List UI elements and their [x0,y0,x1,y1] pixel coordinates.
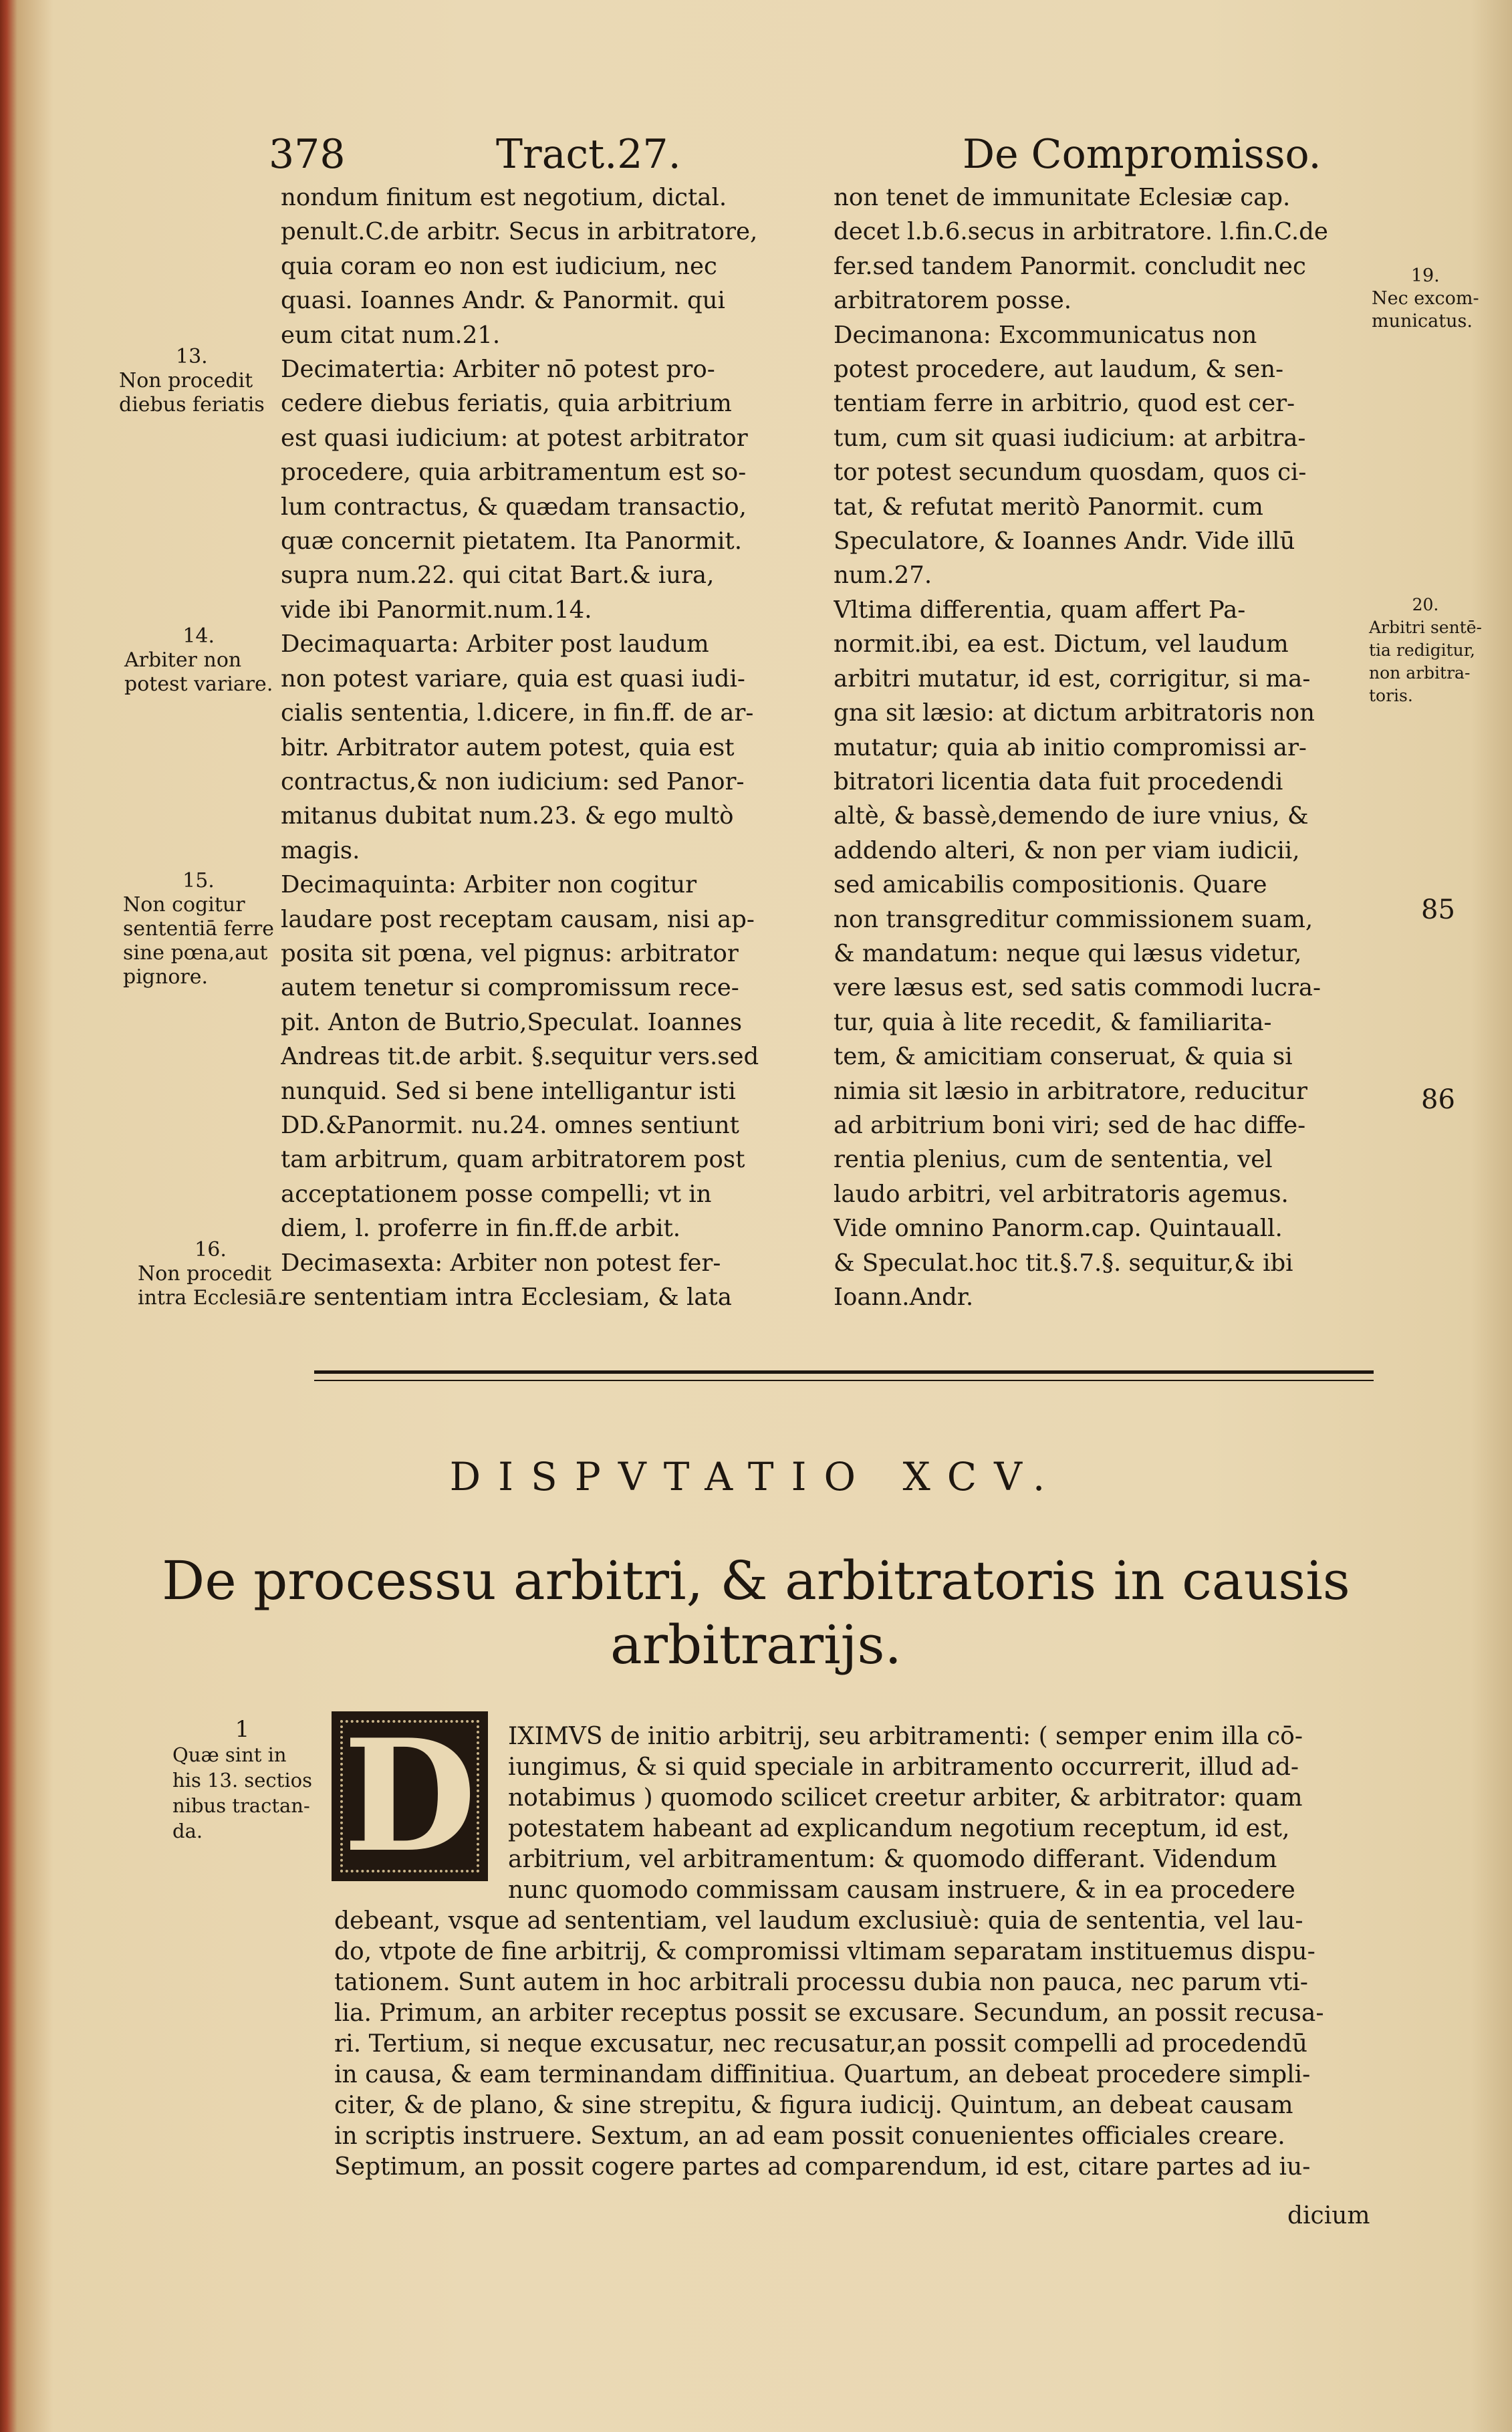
text-line: non tenet de immunitate Eclesiæ cap. [834,184,1291,211]
text-line: quasi. Ioannes Andr. & Panormit. qui [281,287,725,315]
margin-note-number: 1 [235,1716,250,1743]
text-line: normit.ibi, ea est. Dictum, vel laudum [834,630,1289,658]
body-line: do, vtpote de fine arbitrij, & compromissi vltimam separatam instituemus dispu- [334,1938,1315,1965]
text-line: Decimanona: Excommunicatus non [834,321,1257,349]
separator-rule-bottom [314,1380,1374,1381]
text-line: DD.&Panormit. nu.24. omnes sentiunt [281,1111,739,1139]
margin-note-line: Quæ sint in [172,1743,287,1766]
text-line: Ioann.Andr. [834,1284,974,1311]
body-line: arbitrium, vel arbitramentum: & quomodo differant. Videndum [508,1846,1277,1873]
margin-note-16 [138,1238,283,1310]
text-line: cialis sententia, l.dicere, in fin.ff. de ar- [281,699,754,727]
text-line: non transgreditur commissionem suam, [834,905,1313,933]
text-line: mutatur; quia ab initio compromissi ar- [834,733,1307,761]
margin-note-14 [124,624,273,697]
text-line: sed amicabilis compositionis. Quare [834,871,1267,899]
text-line: quia coram eo non est iudicium, nec [281,252,717,280]
margin-note-line: Arbitri sentē- [1369,618,1482,637]
margin-note-15 [123,869,274,989]
text-line: acceptationem posse compelli; vt in [281,1180,712,1208]
text-line: & mandatum: neque qui læsus videtur, [834,939,1302,967]
margin-note-line: nibus tractan- [172,1794,310,1817]
body-text-indented [508,1721,1389,1906]
running-head-tract: Tract.27. [496,131,681,178]
text-line: posita sit pœna, vel pignus: arbitrator [281,939,739,967]
text-line: Vide omnino Panorm.cap. Quintauall. [834,1215,1283,1243]
text-line: potest procedere, aut laudum, & sen- [834,356,1284,384]
text-line: nimia sit læsio in arbitratore, reducitur [834,1077,1307,1105]
body-line: ri. Tertium, si neque excusatur, nec recusatur,an possit compelli ad procedendū [334,2030,1307,2058]
body-line: Septimum, an possit cogere partes ad comparendum, id est, citare partes ad iu- [334,2153,1311,2181]
margin-note-line: his 13. sectios [172,1769,312,1792]
margin-note-line: municatus. [1372,311,1473,332]
margin-note-number: 14. [182,624,215,648]
text-line: autem tenetur si compromissum rece- [281,974,739,1002]
body-line: iungimus, & si quid speciale in arbitramento occurrerit, illud ad- [508,1753,1299,1781]
margin-note-line: non arbitra- [1369,663,1471,683]
margin-note-number: 13. [176,345,208,368]
body-line: tationem. Sunt autem in hoc arbitrali processu dubia non pauca, nec parum vti- [334,1969,1308,1996]
text-line: procedere, quia arbitramentum est so- [281,459,747,487]
margin-note-line: Arbiter non [124,648,242,672]
text-line: vide ibi Panormit.num.14. [281,596,592,624]
text-line: laudo arbitri, vel arbitratoris agemus. [834,1180,1289,1208]
body-line: debeant, vsque ad sententiam, vel laudum exclusiuè: quia de sententia, vel lau- [334,1907,1303,1935]
text-line: tem, & amicitiam conseruat, & quia si [834,1043,1293,1071]
margin-note-line: pignore. [123,965,209,989]
text-line: lum contractus, & quædam transactio, [281,493,747,521]
section-title-line-1: De processu arbitri, & arbitratoris in causis [162,1550,1350,1612]
text-line: pit. Anton de Butrio,Speculat. Ioannes [281,1008,743,1036]
text-line: num.27. [834,562,932,590]
text-line: est quasi iudicium: at potest arbitrator [281,424,748,452]
text-line: bitratori licentia data fuit procedendi [834,767,1283,796]
text-line: tat, & refutat meritò Panormit. cum [834,493,1263,521]
text-line: mitanus dubitat num.23. & ego multò [281,802,734,830]
text-line: magis. [281,836,360,864]
text-line: vere læsus est, sed satis commodi lucra- [834,974,1321,1002]
text-line: arbitri mutatur, id est, corrigitur, si ma- [834,664,1311,693]
text-line: tentiam ferre in arbitrio, quod est cer- [834,390,1295,418]
right-text-column [834,180,1368,1314]
text-line: nunquid. Sed si bene intelligantur isti [281,1077,736,1105]
text-line: decet l.b.6.secus in arbitratore. l.fin.C.de [834,218,1328,246]
body-line: notabimus ) quomodo scilicet creetur arbiter, & arbitrator: quam [508,1784,1303,1812]
body-line: in causa, & eam terminandam diffinitiua. Quartum, an debeat procedere simpli- [334,2061,1311,2088]
text-line: Decimasexta: Arbiter non potest fer- [281,1249,721,1277]
text-line: tur, quia à lite recedit, & familiarita- [834,1008,1272,1036]
text-line: nondum finitum est negotium, dictal. [281,184,727,211]
text-line: quæ concernit pietatem. Ita Panormit. [281,527,742,556]
margin-note-line: intra Ecclesiā. [138,1286,283,1310]
body-text-full [334,1906,1389,2183]
text-line: fer.sed tandem Panormit. concludit nec [834,252,1306,280]
text-line: Vltima differentia, quam affert Pa- [834,596,1246,624]
body-line: IXIMVS de initio arbitrij, seu arbitramenti: ( semper enim illa cō- [508,1723,1303,1750]
edge-mark-86: 86 [1421,1084,1455,1115]
running-head-title: De Compromisso. [963,131,1321,178]
text-line: & Speculat.hoc tit.§.7.§. sequitur,& ibi [834,1249,1293,1277]
margin-note-line: Non cogitur [123,893,245,917]
margin-note-line: potest variare. [124,673,273,696]
margin-note-number: 19. [1410,265,1440,286]
body-line: citer, & de plano, & sine strepitu, & figura iudicij. Quintum, an debeat causam [334,2092,1293,2119]
body-line: lia. Primum, an arbiter receptus possit se excusare. Secundum, an possit recusa- [334,1999,1324,2027]
margin-note-line: da. [172,1820,203,1842]
catchword: dicium [1287,2202,1370,2229]
text-line: tor potest secundum quosdam, quos ci- [834,459,1307,487]
edge-mark-85: 85 [1421,894,1455,925]
margin-note-number: 15. [182,869,215,892]
text-line: Decimaquinta: Arbiter non cogitur [281,871,697,899]
margin-note-number: 20. [1412,595,1439,614]
margin-note-number: 16. [195,1238,227,1261]
text-line: arbitratorem posse. [834,287,1072,315]
text-line: rentia plenius, cum de sententia, vel [834,1146,1273,1174]
text-line: contractus,& non iudicium: sed Panor- [281,767,745,796]
margin-note-13 [119,345,265,417]
margin-note-line: tia redigitur, [1369,640,1475,660]
margin-note-line: Non procedit [119,369,253,392]
margin-note-1 [172,1717,312,1844]
margin-note-20 [1369,594,1482,707]
text-line: gna sit læsio: at dictum arbitratoris non [834,699,1315,727]
text-line: ad arbitrium boni viri; sed de hac diffe- [834,1111,1306,1139]
body-line: nunc quomodo commissam causam instruere, & in ea procedere [508,1876,1295,1904]
text-line: Decimaquarta: Arbiter post laudum [281,630,709,658]
dropcap-letter: D [343,1706,477,1887]
text-line: re sententiam intra Ecclesiam, & lata [281,1284,732,1311]
body-line: potestatem habeant ad explicandum negotium receptum, id est, [508,1815,1290,1842]
text-line: non potest variare, quia est quasi iudi- [281,664,745,693]
margin-note-line: diebus feriatis [119,393,265,416]
text-line: bitr. Arbitrator autem potest, quia est [281,733,735,761]
margin-note-line: sine pœna,aut [123,941,268,965]
text-line: Speculatore, & Ioannes Andr. Vide illū [834,527,1295,556]
text-line: tum, cum sit quasi iudicium: at arbitra- [834,424,1306,452]
text-line: tam arbitrum, quam arbitratorem post [281,1146,745,1174]
left-text-column [281,180,821,1314]
text-line: eum citat num.21. [281,321,501,349]
margin-note-line: sententiā ferre [123,917,274,941]
disputatio-heading: DISPVTATIO XCV. [449,1454,1063,1499]
margin-note-line: Non procedit [138,1262,272,1286]
text-line: Decimatertia: Arbiter nō potest pro- [281,356,715,384]
text-line: altè, & bassè,demendo de iure vnius, & [834,802,1309,830]
margin-note-19 [1372,265,1479,333]
dropcap-ornament [332,1706,488,1887]
text-line: Andreas tit.de arbit. §.sequitur vers.sed [281,1043,759,1071]
margin-note-line: toris. [1369,686,1413,705]
body-line: in scriptis instruere. Sextum, an ad eam possit conuenientes officiales creare. [334,2122,1285,2150]
text-line: penult.C.de arbitr. Secus in arbitratore, [281,218,758,246]
text-line: supra num.22. qui citat Bart.& iura, [281,562,715,590]
page-number: 378 [269,131,346,178]
text-line: addendo alteri, & non per viam iudicii, [834,836,1300,864]
margin-note-line: Nec excom- [1372,288,1479,309]
text-line: laudare post receptam causam, nisi ap- [281,905,755,933]
separator-rule-top [314,1370,1374,1374]
text-line: cedere diebus feriatis, quia arbitrium [281,390,732,418]
section-title-line-2: arbitrarijs. [610,1614,902,1676]
text-line: diem, l. proferre in fin.ff.de arbit. [281,1215,681,1243]
